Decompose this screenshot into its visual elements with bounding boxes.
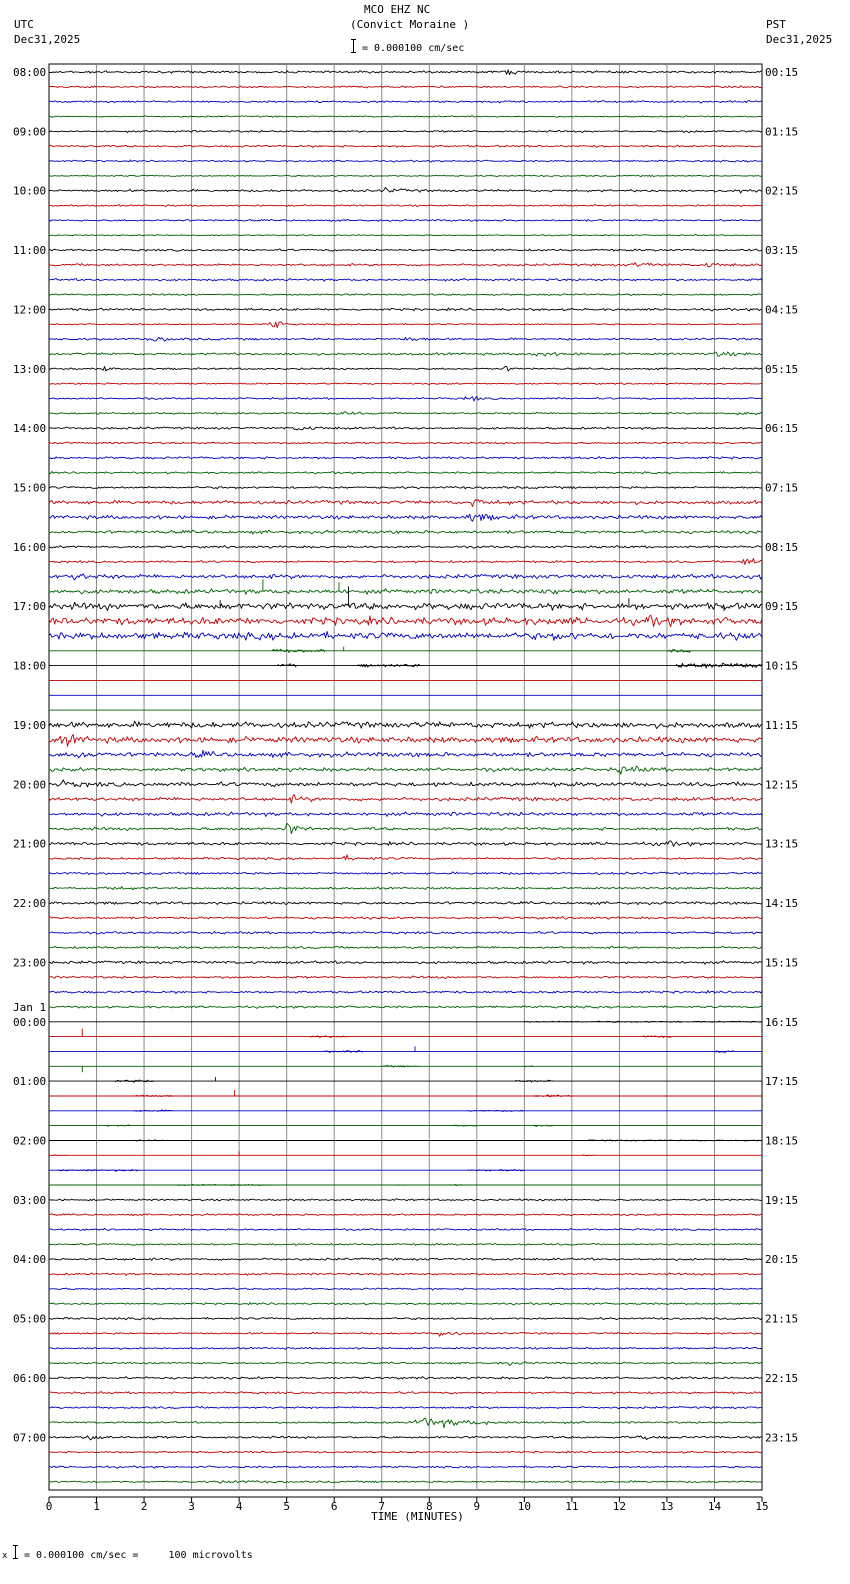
seismic-trace [49,427,762,430]
pst-hour-label: 13:15 [765,837,799,851]
utc-hour-label: 00:00 [13,1015,47,1029]
seismic-trace [49,486,762,489]
utc-hour-label: 20:00 [13,778,47,792]
x-tick-label: 11 [565,1500,579,1513]
seismic-trace [49,766,762,774]
seismic-trace [49,322,762,328]
pst-hour-label: 02:15 [765,184,799,198]
seismic-trace [49,100,762,103]
seismic-trace [49,308,762,311]
x-tick-label: 0 [45,1500,53,1513]
pst-hour-label: 07:15 [765,481,799,495]
seismic-trace [49,1451,762,1453]
seismic-trace [49,412,762,415]
seismic-trace [49,383,762,385]
seismic-trace [49,70,762,75]
seismic-trace [49,1243,762,1245]
seismic-trace [49,1006,762,1009]
utc-hour-label: 01:00 [13,1075,47,1089]
utc-hour-label: 18:00 [13,659,47,673]
utc-hour-label: 11:00 [13,244,47,258]
seismic-trace [49,205,762,207]
utc-hour-label: 05:00 [13,1312,47,1326]
x-tick-label: 10 [517,1500,531,1513]
header-scale: = 0.000100 cm/sec [362,43,465,54]
seismic-trace [49,780,762,787]
seismic-trace [49,1021,762,1022]
seismic-trace [49,514,762,521]
pst-hour-label: 09:15 [765,600,799,614]
seismic-trace [49,175,762,177]
utc-hour-label: 14:00 [13,422,47,436]
seismic-trace [49,1406,762,1408]
seismic-trace [49,1466,762,1468]
seismic-trace [49,1317,762,1320]
header-right-date: Dec31,2025 [766,33,833,46]
x-tick-label: 4 [235,1500,243,1513]
seismic-trace [49,976,762,979]
utc-hour-label: 12:00 [13,303,47,317]
seismic-trace [49,1214,762,1216]
seismic-trace [49,887,762,890]
seismic-trace [49,721,762,728]
seismic-trace [49,500,762,507]
x-tick-label: 15 [755,1500,769,1513]
header-station: MCO EHZ NC [364,3,431,16]
pst-hour-label: 03:15 [765,244,799,258]
utc-hour-label: 19:00 [13,718,47,732]
pst-hour-label: 20:15 [765,1253,799,1267]
pst-hour-label: 18:15 [765,1134,799,1148]
x-tick-label: 6 [330,1500,338,1513]
seismic-trace [49,530,762,534]
seismic-trace [49,1090,762,1097]
seismic-trace [49,812,762,817]
seismic-trace [49,1125,762,1126]
seismic-trace [49,991,762,994]
seismic-trace [49,457,762,460]
pst-hour-label: 01:15 [765,125,799,139]
seismic-trace [49,86,762,88]
utc-hour-label: 10:00 [13,184,47,198]
utc-hour-label: 04:00 [13,1253,47,1267]
seismic-trace [49,1273,762,1276]
seismic-trace [49,663,762,668]
seismic-trace [49,579,762,594]
utc-hour-label: 22:00 [13,897,47,911]
seismic-trace [49,1029,762,1038]
seismic-trace [49,1151,762,1156]
utc-hour-label: 23:00 [13,956,47,970]
seismic-trace [49,160,762,162]
seismic-trace [49,1288,762,1290]
utc-hour-label: 17:00 [13,600,47,614]
seismic-trace [49,1303,762,1306]
footer-calibration-mark: x [2,1551,8,1561]
utc-hour-label: 21:00 [13,837,47,851]
pst-hour-label: 22:15 [765,1371,799,1385]
seismic-trace [49,795,762,804]
seismic-trace [49,1228,762,1230]
seismic-trace [49,872,762,875]
pst-hour-label: 04:15 [765,303,799,317]
x-tick-label: 9 [473,1500,481,1513]
seismic-trace [49,735,762,747]
seismic-trace [49,1110,762,1112]
seismic-trace [49,841,762,847]
seismic-trace [49,1184,762,1185]
x-tick-label: 8 [425,1500,433,1513]
seismic-trace [49,901,762,904]
utc-hour-label: 03:00 [13,1193,47,1207]
seismic-trace [49,235,762,236]
utc-hour-label: 06:00 [13,1371,47,1385]
seismic-trace [49,145,762,147]
seismic-trace [49,1258,762,1261]
x-tick-label: 13 [660,1500,674,1513]
pst-hour-label: 06:15 [765,422,799,436]
seismic-trace [49,249,762,251]
plot-frame [49,64,762,1490]
seismic-trace [49,823,762,833]
seismic-trace [49,1169,762,1171]
footer-calibration-bar [13,1545,18,1559]
header-right-timezone: PST [766,18,786,31]
seismic-trace [49,442,762,444]
x-tick-label: 7 [378,1500,386,1513]
footer-calibration: = 0.000100 cm/sec = 100 microvolts [24,1550,253,1561]
seismic-trace [49,855,762,860]
pst-hour-label: 14:15 [765,897,799,911]
seismic-trace [49,1418,762,1428]
pst-hour-label: 23:15 [765,1431,799,1445]
seismic-trace [49,471,762,474]
seismic-trace [49,615,762,627]
header-left-timezone: UTC [14,18,34,31]
seismic-trace [49,559,762,565]
x-tick-label: 5 [283,1500,290,1513]
pst-hour-label: 11:15 [765,718,799,732]
seismic-trace [49,1392,762,1394]
x-tick-label: 1 [93,1500,100,1513]
x-tick-label: 14 [707,1500,722,1513]
seismic-trace [49,294,762,296]
pst-hour-label: 21:15 [765,1312,799,1326]
seismic-trace [49,1140,762,1141]
pst-hour-label: 00:15 [765,66,799,79]
pst-hour-label: 15:15 [765,956,799,970]
utc-hour-label: 08:00 [13,66,47,79]
pst-hour-label: 08:15 [765,540,799,554]
utc-hour-label: 15:00 [13,481,47,495]
seismic-trace [49,1377,762,1380]
seismic-trace [49,116,762,118]
utc-hour-label: 13:00 [13,362,47,376]
date-change-label: Jan 1 [13,1000,47,1014]
pst-hour-label: 19:15 [765,1193,799,1207]
seismic-trace [49,130,762,133]
seismic-trace [49,1347,762,1349]
seismic-trace [49,263,762,267]
seismic-trace [49,187,762,193]
seismic-trace [49,632,762,641]
pst-hour-label: 10:15 [765,659,799,673]
seismic-trace [49,1046,762,1052]
seismic-trace [49,546,762,549]
seismic-trace [49,1077,762,1082]
utc-hour-label: 07:00 [13,1431,47,1445]
seismic-trace [49,278,762,281]
seismic-trace [49,337,762,341]
seismic-trace [49,1199,762,1201]
seismic-trace [49,1065,762,1072]
header-left-date: Dec31,2025 [14,33,81,46]
pst-hour-label: 17:15 [765,1075,799,1089]
pst-hour-label: 05:15 [765,362,799,376]
seismic-trace [49,750,762,758]
seismic-trace [49,1436,762,1440]
seismic-trace [49,352,762,356]
seismic-trace [49,586,762,611]
header-site: (Convict Moraine ) [350,18,470,31]
seismic-trace [49,219,762,221]
x-tick-label: 12 [612,1500,627,1513]
x-tick-label: 3 [188,1500,195,1513]
utc-hour-label: 09:00 [13,125,47,139]
seismic-trace [49,1481,762,1484]
seismic-trace [49,917,762,920]
pst-hour-label: 12:15 [765,778,799,792]
seismic-trace [49,946,762,949]
seismic-trace [49,396,762,401]
seismic-trace [49,647,762,653]
x-axis-title: TIME (MINUTES) [371,1510,464,1523]
seismic-trace [49,1362,762,1366]
seismic-trace [49,931,762,934]
seismic-trace [49,1332,762,1336]
utc-hour-label: 02:00 [13,1134,47,1148]
utc-hour-label: 16:00 [13,540,47,554]
pst-hour-label: 16:15 [765,1015,799,1029]
x-tick-label: 2 [140,1500,148,1513]
seismic-trace [49,574,762,580]
seismic-trace [49,366,762,371]
seismic-trace [49,961,762,965]
